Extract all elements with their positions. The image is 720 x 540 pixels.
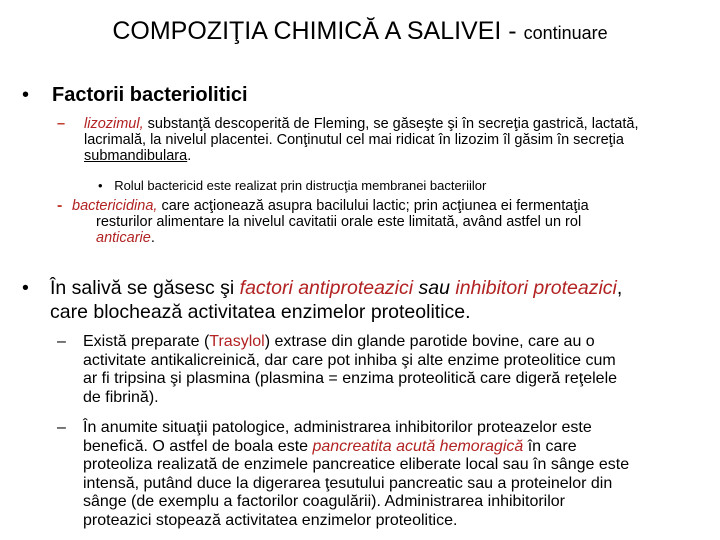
trasylol-term: Trasylol	[209, 333, 265, 350]
anticarie-term: anticarie	[96, 230, 151, 246]
dash-icon: –	[57, 419, 66, 436]
antiproteazici-paragraph: În salivă se găsesc şi factori antiproteazici sau inhibitori proteazici, care blochează activitatea enzimelor proteolitice.	[50, 277, 623, 323]
antiproteazici-term: factori antiproteazici	[239, 277, 414, 299]
slide-title-main: COMPOZIŢIA CHIMICĂ A SALIVEI -	[112, 17, 524, 45]
dash-icon: –	[57, 333, 66, 350]
inhibitori-term: inhibitori proteazici	[455, 277, 617, 299]
bactericidina-term: bactericidina,	[72, 198, 158, 214]
bactericid-role-item	[98, 178, 486, 194]
lizozim-term: lizozimul,	[84, 116, 144, 132]
trasylol-paragraph: Există preparate (Trasylol) extrase din glande parotide bovine, care au o activitate antikalicreinică, dar care pot inhiba şi alte enzime proteolitice cum ar fi tripsina şi plasmina (plasmina = enzima proteolitică care digeră reţelele de fibrină).	[83, 333, 618, 406]
slide-title	[0, 14, 720, 50]
lizozim-paragraph: lizozimul, substanţă descoperită de Fleming, se găseşte şi în secreţia gastrică, lactată, lacrimală, la nivelul placentei. Conţinutul cel mai ridicat în lizozim îl găsim în secreţia submandibulara.	[84, 116, 639, 164]
section-bacteriolitic-heading	[22, 82, 248, 108]
dash-icon: -	[57, 197, 63, 214]
dash-icon: –	[57, 116, 66, 132]
section-heading-text: Factorii bacteriolitici	[52, 84, 248, 106]
bullet-icon: •	[22, 277, 29, 299]
bactericid-role-text: Rolul bactericid este realizat prin distrucţia membranei bacteriilor	[114, 178, 487, 193]
pancreatita-paragraph: În anumite situaţii patologice, administrarea inhibitorilor proteazelor este benefică. O astfel de boala este pancreatita acută hemoragică în care proteoliza realizată de enzimele pancreatice eliberate local sau în sânge este intensă, putând duce la digerarea ţesutului pancreatic sau a proteinelor din sânge (de exemplu a factorilor coagulării). Administrarea inhibitorilor proteazici stopează activitatea enzimelor proteolitice.	[83, 419, 630, 529]
slide-title-sub: continuare	[523, 23, 608, 43]
bactericidina-paragraph: bactericidina, care acţionează asupra bacilului lactic; prin acţiunea ei fermentaţia resturilor alimentare la nivelul cavitatii orale este limitată, având astfel un rol anticarie.	[72, 198, 589, 246]
pancreatita-term: pancreatita acută hemoragică	[312, 437, 524, 455]
submandibulara-link: submandibulara	[84, 148, 188, 164]
bullet-icon: •	[98, 178, 103, 193]
bullet-icon: •	[22, 84, 30, 106]
